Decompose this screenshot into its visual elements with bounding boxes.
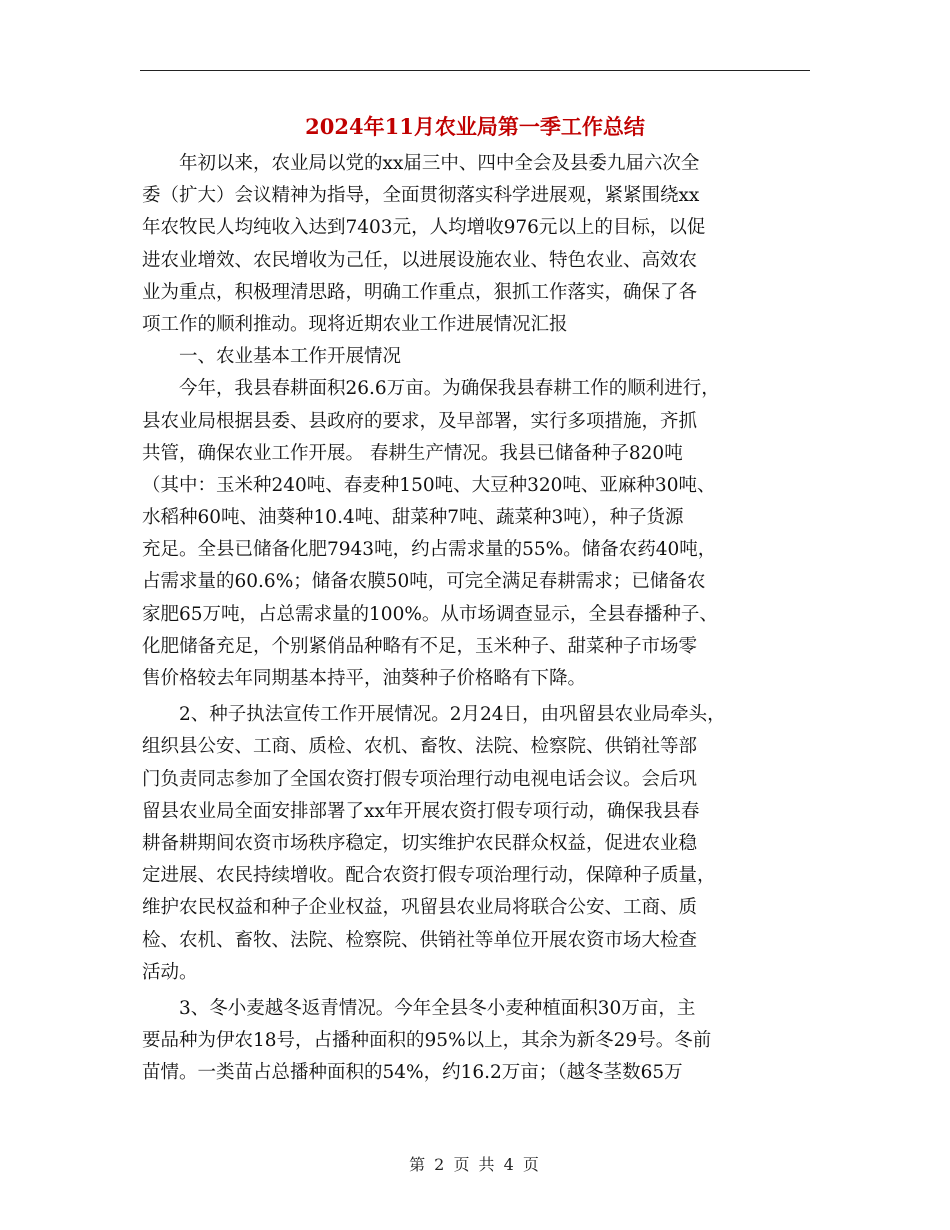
text-line: 项工作的顺利推动。现将近期农业工作进展情况汇报 [142,313,568,335]
text-line: 年农牧民人均纯收入达到7403元，人均增收976元以上的目标，以促 [142,217,706,239]
document-title: 2024年11月农业局第一季工作总结 [305,114,645,139]
text-line: 化肥储备充足，个别紧俏品种略有不足，玉米种子、甜菜种子市场零 [142,635,698,657]
text-line: 3、冬小麦越冬返青情况。今年全县冬小麦种植面积30万亩，主 [179,997,696,1019]
text-line: 组织县公安、工商、质检、农机、畜牧、法院、检察院、供销社等部 [142,736,698,758]
text-line: 进农业增效、农民增收为己任，以进展设施农业、特色农业、高效农 [142,249,698,271]
text-line: 业为重点，积极理清思路，明确工作重点，狠抓工作落实，确保了各 [142,281,698,303]
text-line: 苗情。一类苗占总播种面积的54%，约16.2万亩；（越冬茎数65万 [142,1062,683,1084]
paragraph-winter-wheat [142,993,810,1090]
text-line: 留县农业局全面安排部署了xx年开展农资打假专项行动，确保我县春 [142,800,700,822]
document-body [142,148,810,1089]
text-line: 定进展、农民持续增收。配合农资打假专项治理行动，保障种子质量， [142,865,716,887]
text-line: 售价格较去年同期基本持平，油葵种子价格略有下降。 [142,668,587,689]
text-line: 今年，我县春耕面积26.6万亩。为确保我县春耕工作的顺利进行， [179,378,720,400]
paragraph-seed-law [142,699,810,989]
text-line: 2、种子执法宣传工作开展情况。2月24日，由巩留县农业局牵头， [179,704,726,726]
text-line: 检、农机、畜牧、法院、检察院、供销社等单位开展农资市场大检查 [142,929,698,951]
text-line: 年初以来，农业局以党的xx届三中、四中全会及县委九届六次全 [179,153,700,174]
text-line: 充足。全县已储备化肥7943吨，约占需求量的55%。储备农药40吨， [142,539,717,561]
text-line: 维护农民权益和种子企业权益，巩留县农业局将联合公安、工商、质 [142,897,698,919]
text-line: 一、农业基本工作开展情况 [179,346,402,368]
section-heading [142,341,810,373]
page-number: 第 2 页 共 4 页 [409,1155,541,1174]
text-line: 委（扩大）会议精神为指导，全面贯彻落实科学进展观，紧紧围绕xx [142,185,700,207]
text-line: （其中：玉米种240吨、春麦种150吨、大豆种320吨、亚麻种30吨、 [142,474,716,496]
paragraph-spring-plowing [142,373,810,695]
text-line: 占需求量的60.6%；储备农膜50吨，可完全满足春耕需求；已储备农 [142,571,706,593]
text-line: 家肥65万吨，占总需求量的100%。从市场调查显示，全县春播种子、 [142,603,718,625]
text-line: 门负责同志参加了全国农资打假专项治理行动电视电话会议。会后巩 [142,768,698,790]
text-line: 耕备耕期间农资市场秩序稳定，切实维护农民群众权益，促进农业稳 [142,832,698,854]
text-line: 要品种为伊农18号，占播种面积的95%以上，其余为新冬29号。冬前 [142,1030,712,1052]
text-line: 活动。 [142,961,198,983]
paragraph-intro [142,148,810,341]
header-rule [140,70,810,71]
text-line: 共管，确保农业工作开展。 春耕生产情况。我县已储备种子820吨 [142,442,683,464]
text-line: 县农业局根据县委、县政府的要求，及早部署，实行多项措施，齐抓 [142,410,698,432]
text-line: 水稻种60吨、油葵种10.4吨、甜菜种7吨、蔬菜种3吨），种子货源 [142,507,684,529]
